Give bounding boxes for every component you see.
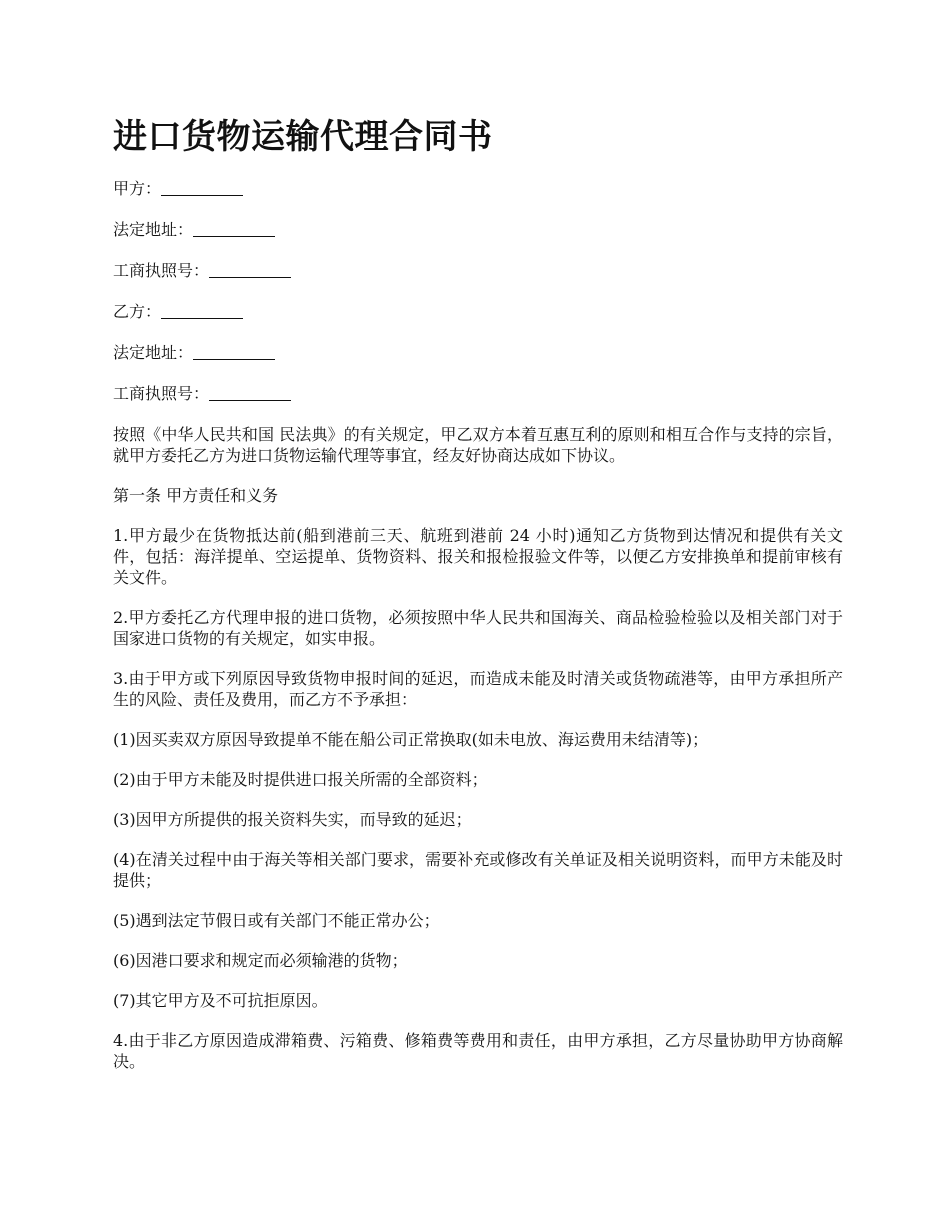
sub-item-2: (2)由于甲方未能及时提供进口报关所需的全部资料； [113,770,488,789]
document-title: 进口货物运输代理合同书 [113,117,493,157]
party-a-line [113,178,843,200]
clause-4: 4.由于非乙方原因造成滞箱费、污箱费、修箱费等费用和责任，由甲方承担，乙方尽量协助甲方协商解决。 [113,1031,843,1071]
document-page [113,112,843,1091]
party-a-address-line [113,219,843,241]
party-b-address-label: 法定地址： [113,343,194,362]
contract-body [113,424,843,1072]
party-a-address-label: 法定地址： [113,220,194,239]
parties-section [113,178,843,405]
party-b-license-line [113,383,843,405]
party-a-address-blank [193,220,275,237]
party-a-license-line [113,260,843,282]
sub-item-1: (1)因买卖双方原因导致提单不能在船公司正常换取(如未电放、海运费用未结清等)； [113,730,709,749]
party-a-blank [161,179,243,196]
party-a-license-blank [209,261,291,278]
article-heading: 第一条 甲方责任和义务 [113,486,279,505]
party-b-address-line [113,342,843,364]
clause-2: 2.甲方委托乙方代理申报的进口货物，必须按照中华人民共和国海关、商品检验检验以及相关部门对于国家进口货物的有关规定，如实申报。 [113,608,843,648]
preamble-paragraph: 按照《中华人民共和国 民法典》的有关规定，甲乙双方本着互惠互利的原则和相互合作与支持的宗旨，就甲方委托乙方为进口货物运输代理等事宜，经友好协商达成如下协议。 [113,425,843,465]
clause-1: 1.甲方最少在货物抵达前(船到港前三天、航班到港前 24 小时)通知乙方货物到达情况和提供有关文件，包括：海洋提单、空运提单、货物资料、报关和报检报验文件等，以便乙方安排换单和提前审核有关文件。 [113,526,843,587]
sub-item-3: (3)因甲方所提供的报关资料失实，而导致的延迟； [113,810,472,829]
clause-3: 3.由于甲方或下列原因导致货物申报时间的延迟，而造成未能及时清关或货物疏港等，由甲方承担所产生的风险、责任及费用，而乙方不予承担： [113,669,843,709]
sub-item-7: (7)其它甲方及不可抗拒原因。 [113,991,328,1010]
party-a-license-label: 工商执照号： [113,261,210,280]
party-b-blank [161,302,243,319]
sub-item-5: (5)遇到法定节假日或有关部门不能正常办公； [113,911,440,930]
sub-item-6: (6)因港口要求和规定而必须输港的货物； [113,951,408,970]
party-b-license-label: 工商执照号： [113,384,210,403]
party-b-address-blank [193,343,275,360]
sub-item-4: (4)在清关过程中由于海关等相关部门要求，需要补充或修改有关单证及相关说明资料，而甲方未能及时提供； [113,850,843,890]
party-b-line [113,301,843,323]
party-b-license-blank [209,384,291,401]
party-a-label: 甲方： [113,179,162,198]
party-b-label: 乙方： [113,302,162,321]
